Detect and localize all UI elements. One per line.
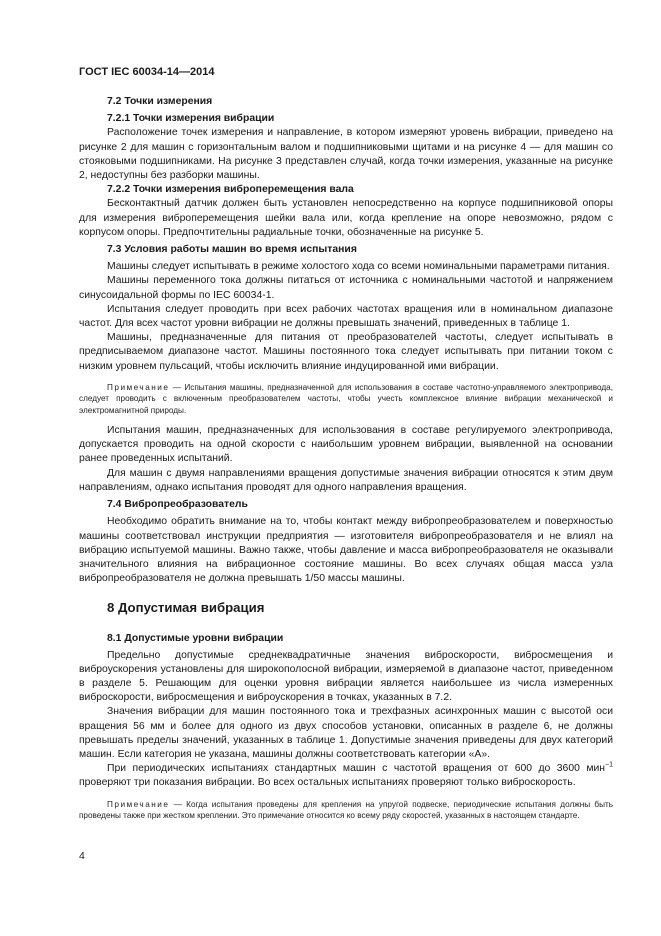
section-7-3-heading: 7.3 Условия работы машин во время испытания — [107, 244, 357, 256]
section-8-1-para-1: Предельно допустимые среднеквадратичные значения виброскорости, виброcмещения и виброускорения установлены для широкополосной вибрации, измеряемой в диапазоне частот, приведенном в разделе 5. Решающим для оценки уровня вибрации является наибольшее из числа измеренных виброскорости, виброcмещения и виброускорения в точках, указанных в 7.2. — [79, 649, 613, 704]
section-7-2-heading: 7.2 Точки измерения — [107, 96, 213, 107]
section-7-3-para-6: Для машин с двумя направлениями вращения допустимые значения вибрации относятся к этим двум направлениям, однако испытания проводят для одного направления вращения. — [79, 467, 613, 493]
para-3-part-b: проверяют три показания вибрации. Во всех остальных испытаниях проверяют только виброскорость. — [79, 777, 576, 789]
document-body — [79, 95, 613, 821]
section-7-3-para-2: Машины переменного тока должны питаться от источника с номинальными частотой и напряжением синусоидальной формы по IEC 60034-1. — [79, 275, 613, 301]
section-7-3-para-3: Испытания следует проводить при всех рабочих частотах вращения или в номинальном диапазоне частот. Для всех частот уровни вибрации не должны превышать значений, приведенных в таблице 1. — [79, 303, 613, 330]
section-7-4-heading: 7.4 Вибропреобразователь — [107, 499, 248, 511]
document-header: ГОСТ IEC 60034-14—2014 — [79, 66, 215, 78]
superscript-minus-one: −1 — [605, 761, 613, 769]
note-text: — Когда испытания проведены для крепления на упругой подвеске, периодические испытания должны быть проведены также при жестком креплении. Это примечание относится ко всему ряду скоростей, указанных в настоящем стандарте. — [79, 799, 613, 820]
section-7-4-para-1: Необходимо обратить внимание на то, чтобы контакт между вибропреобразователем и поверхностью машины соответствовал инструкции предприятия — изготовителя вибропреобразователя и не влиял на вибрацию испытуемой машины. Важно также, чтобы давление и масса вибропреобразователя не оказывали значительного влияния на вибрационное состояние машины. Во всех случаях общая масса узла вибропреобразователя не должна превышать 1/50 массы машины. — [79, 516, 613, 585]
note-text: — Испытания машины, предназначенной для использования в составе частотно-управляемого электропривода, следует проводить с включенным преобразователем частоты, чтобы учесть комплексное влияние вибрации механической и электромагнитной природы. — [79, 382, 613, 415]
section-7-3-para-4: Машины, предназначенные для питания от преобразователей частоты, следует испытывать в предписываемом диапазоне частот. Машины постоянного тока следует испытывать при питании током с низким уровнем пульсаций, чтобы исключить влияние индуцированной ими вибрации. — [79, 332, 613, 372]
section-7-2-2-text: Бесконтактный датчик должен быть установлен непосредственно на корпусе подшипниковой опоры для измерения виброперемещения шейки вала или, когда крепление на опоре невозможно, рядом с корпусом опоры. Предпочтительны радиальные точки, обозначенные на рисунке 5. — [79, 198, 613, 238]
section-8-note — [79, 799, 613, 822]
section-7-2-2-heading: 7.2.2 Точки измерения виброперемещения вала — [107, 184, 354, 196]
section-8-1-para-3 — [79, 762, 613, 790]
section-7-3-note — [79, 382, 613, 416]
para-3-part-a: При периодических испытаниях стандартных машин с частотой вращения от 600 до 3600 мин — [107, 763, 606, 775]
note-label: Примечание — [107, 799, 170, 809]
note-label: Примечание — [107, 382, 170, 392]
section-8-1-heading: 8.1 Допустимые уровни вибрации — [107, 633, 284, 645]
section-7-2-1-heading: 7.2.1 Точки измерения вибрации — [107, 113, 275, 125]
section-7-3-para-1: Машины следует испытывать в режиме холостого хода со всеми номинальными параметрами питания. — [107, 261, 610, 273]
section-7-2-1-text: Расположение точек измерения и направление, в котором измеряют уровень вибрации, приведено на рисунке 2 для машин с горизонтальным валом и подшипниковыми щитами и на рисунке 4 — для машин со стояковыми подшипниками. На рисунке 3 представлен случай, когда точки измерения, указанные на рисунке 2, недоступны без разборки машины. — [79, 127, 613, 182]
section-8-1-para-2: Значения вибрации для машин постоянного тока и трехфазных асинхронных машин с высотой оси вращения 56 мм и более для одного из двух способов установки, описанных в разделе 6, не должны превышать пределы значений, указанных в таблице 1. Допустимые значения приведены для двух категорий машин. Если категория не указана, машины должны соответствовать категории «А». — [79, 706, 613, 760]
section-8-heading: 8 Допустимая вибрация — [107, 600, 265, 616]
page-number: 4 — [79, 851, 85, 862]
section-7-3-para-5: Испытания машин, предназначенных для использования в составе регулируемого электропривода, допускается проводить на одной скорости с наибольшим уровнем вибрации, выявленной на основании ранее проведенных испытаний. — [79, 425, 613, 465]
